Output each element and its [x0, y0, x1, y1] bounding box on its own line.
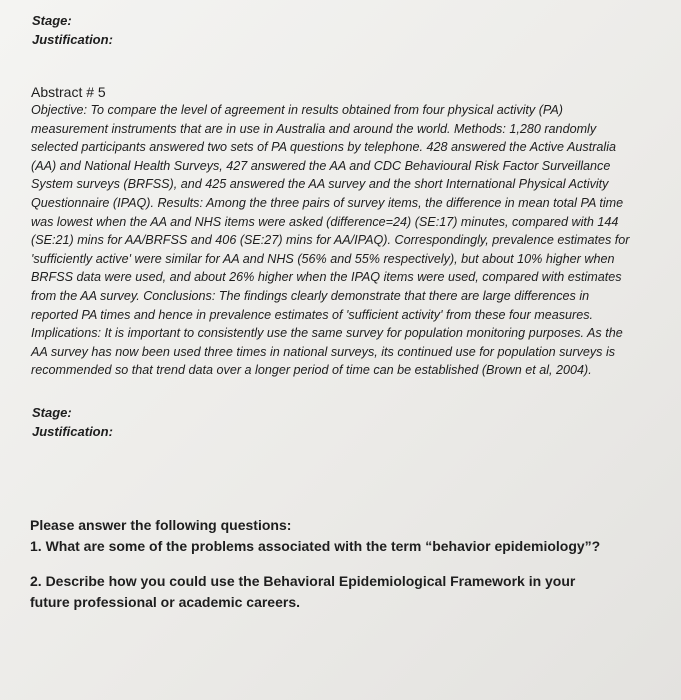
abstract-line: (SE:21) mins for AA/BRFSS and 406 (SE:27) mins for AA/IPAQ). Correspondingly, prevalence estimates for [31, 233, 630, 248]
abstract-line: AA survey has now been used three times in national surveys, its continued use for population surveys is [31, 344, 616, 359]
stage-label-bottom: Stage: [32, 405, 72, 420]
abstract-line: Implications: It is important to consistently use the same survey for population monitoring purposes. As the [31, 326, 623, 341]
abstract-line: was lowest when the AA and NHS items were asked (difference=24) (SE:17) minutes, compared with 144 [31, 214, 619, 229]
justification-label-bottom: Justification: [32, 424, 113, 439]
abstract-line: measurement instruments that are in use in Australia and around the world. Methods: 1,280 randomly [31, 121, 597, 136]
abstract-line: BRFSS data were used, and about 26% higher when the IPAQ items were used, compared with estimates [31, 270, 622, 285]
abstract-body [31, 101, 681, 380]
justification-label-top: Justification: [32, 32, 113, 47]
abstract-line: 'sufficiently active' were similar for AA and NHS (56% and 55% respectively), but about 10% higher when [31, 251, 615, 266]
abstract-line: System surveys (BRFSS), and 425 answered the AA survey and the short International Physical Activity [31, 177, 609, 192]
stage-label-top: Stage: [32, 13, 72, 28]
question-2-line-2: future professional or academic careers. [30, 594, 300, 610]
question-1: 1. What are some of the problems associated with the term “behavior epidemiology”? [30, 538, 601, 554]
abstract-line: from the AA survey. Conclusions: The findings clearly demonstrate that there are large differences in [31, 288, 590, 303]
abstract-line: reported PA times and hence in prevalence estimates of 'sufficient activity' from these four measures. [31, 307, 593, 322]
question-2-line-1: 2. Describe how you could use the Behavioral Epidemiological Framework in your [30, 573, 576, 589]
abstract-title: Abstract # 5 [31, 84, 106, 100]
questions-block [30, 515, 670, 613]
questions-intro: Please answer the following questions: [30, 517, 292, 533]
abstract-line: selected participants answered two sets of PA questions by telephone. 428 answered the Active Australia [31, 140, 617, 155]
abstract-line: Objective: To compare the level of agreement in results obtained from four physical activity (PA) [31, 103, 563, 117]
abstract-line: recommended so that trend data over a longer period of time can be established (Brown et al, 2004). [31, 363, 592, 378]
abstract-line: (AA) and National Health Surveys, 427 answered the AA and CDC Behavioural Risk Factor Surveillance [31, 158, 611, 173]
abstract-line: Questionnaire (IPAQ). Results: Among the three pairs of survey items, the difference in mean total PA time [31, 195, 624, 210]
